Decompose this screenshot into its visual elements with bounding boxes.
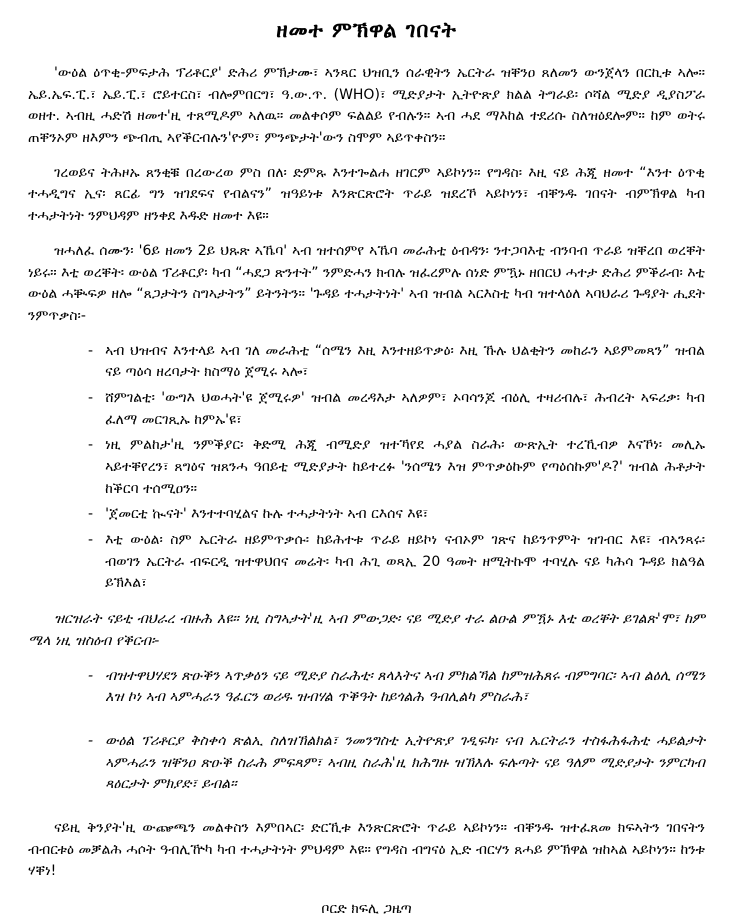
list-item-text: ውዕል ፕሪቶርያ ቅስቀሳ ጽልኢ ስለዝኽልክል፣ ንመንግስቲ ኢትዮጽያ ገዲፍካ፡ ናብ ኤርትራን ተስፋሕፋሕቲ ሓይልታት ኣምሓራን ዝቐንዐ ጽዑቕ ስራሕ ምፍጻም፣ ኣብዚ ስራሕ'ዚ ክሕግዙ ዝኽእሉ ፍሉጣት ናይ ዓለም ሚድያታት ንምርካብ ጻዕርታት ምክያድ፣ ይብል። [105,732,705,793]
list-item [88,341,705,384]
list-item-text: እቲ ውዕል፡ ስም ኤርትራ ዘይምጥቃሱ፡ ከይሕተቱ ጥራይ ዘይኮነ ናብኦም ገጽና ከይንጥምት ዝገብር እዩ፣ ብኣንጻሩ፡ ብወገን ኤርትራ ብፍርዲ ዝተዋህበና መሬት፡ ካብ ሕጊ ወጻኢ 20 ዓመት ዘሚትኩሞ ተባሂሉ ናይ ካሕሳ ጉዳይ ክልዓል ይኽእል፣ [105,532,705,592]
dash-marker: - [88,506,94,523]
media-strategy-list [28,666,705,796]
dash-marker: - [88,437,94,454]
list-item [88,666,705,709]
dash-marker: - [88,532,94,549]
list-item-text: ነዚ ምልከታ'ዚ ንምቕያር፡ ቅድሚ ሕጂ ብሚድያ ዝተኻየደ ሓያል ስራሕ፡ ውጽኢት ተረኺብዎ እናኾነ፡ መሊኡ ኣይተቐየረን፣ ጸግዕና ዝጸንሓ ዓበይቲ ሚድያታት ከይተረፉ 'ንሰሜን እዝ ምጥቃዕኩም የጣዕሰኩም'ዶ?' ዝብል ሕቶታት ከቕርባ ተሰሚዐን። [105,437,705,497]
accountability-list [28,341,705,596]
paragraph-motivation: ገረወይና ትሕዞኡ ጸንቂቑ በረውረወ ምስ በለ፡ ድምጹ እንተጐልሐ ዘገርም ኣይኮነን። የግዳስ፡ እዚ ናይ ሕጂ ዘመተ “እንተ ዕጥቂ ተሓዲግና ኢና፡ ጸርፊ ግን ዝገደፍና የብልናን” ዝዓይነቱ እንጽርጽሮት ጥራይ ዝደረኾ ኣይኮነን፣ ብቐንዱ ገበናት ብምኽዋል ካብ ተሓታትነት ንምህዳም ዘንቀደ እዱድ ዘመተ እዩ። [28,164,705,225]
dash-marker: - [88,667,94,684]
list-item-text: ብዝተዋህሃደን ጽዑቕን ኣጥቃዕን ናይ ሚድያ ስራሕቲ፡ ጸላእትና ኣብ ምክልኻል ከምዝሕጸሩ ብምግባር፡ ኣብ ልዕሊ ሰሜን እዝ ኮነ ኣብ ኣምሓራን ዓፈርን ወሪዱ ዝብሃል ጥቕዓት ከይጎልሕ ዓብሊልካ ምስራሕ፣ [105,667,705,706]
list-item [88,504,705,526]
dash-marker: - [88,389,94,406]
list-item-text: ሸምገልቲ፡ 'ውግእ ህወሓት'ዩ ጀሚሩዎ' ዝብል መረዳእታ ኣለዎም፣ ኦባሳንጆ ብዕሊ ተዛሪብሉ፣ ሕብረት ኣፍሪቃ፡ ካብ ፈለማ መርገጺኡ ከምኡ'ዩ፣ [105,389,705,428]
list-item-text: ኣብ ህዝብና እንተላይ ኣብ ገለ መራሕቲ “ሰሜን እዚ እንተዘይጥቃዕ፡ እዚ ኹሉ ህልቂትን መከራን ኣይምመጻን” ዝብል ናይ ጣዕሳ ዘረባታት ክስማዕ ጀሚሩ ኣሎ፣ [105,342,705,381]
paragraph-media-role: ዝርዝራት ናይቲ ብህራረ ብዙሕ እዩ። ነዚ ስግኣታት'ዚ ኣብ ምውጋድ፡ ናይ ሚድያ ተራ ልዑል ምዃኑ እቲ ወረቐት ይገልጽ'ሞ፣ ከም ሜላ ነዚ ዝስዕብ የቕርብ፡- [28,611,705,649]
paragraph-intro: 'ውዕል ዕጥቂ-ምፍታሕ ፕሪቶርያ' ድሕሪ ምኽታሙ፣ ኣንጻር ህዝቢን ሰራዊትን ኤርትራ ዝቐንዐ ጸለመን ውንጀላን በርኪቱ ኣሎ። ኤይ.ኤፍ.ፒ.፣ ኤይ.ፒ.፣ ሮይተርስ፣ ብሎምበርግ፣ ዓ.ው.ጥ. (WHO)፣ ሚድያታት ኢትዮጽያ ክልል ትግራይ፡ ሶሻል ሚድያ ዲያስፖራ ወዘተ. ኣብዚ ሓድሽ ዘመተ'ዚ ተጸሚዶም ኣለዉ። መልቀሶም ፍልልይ የብሉን። ኣብ ሓደ ማእከል ተደሪሱ ስለዝዕደሎም። ከም ወትሩ ጠቐንኦም ዘእምን ጭብጢ ኣየቕርብሉን'ዮም፣ ምንጭታት'ውን ስሞም ኣይጥቀስን። [28,65,705,147]
dash-marker: - [88,732,94,749]
list-item [88,388,705,431]
list-item-text: 'ጀመርቲ ኲናት' እንተተባሂልና ኩሉ ተሓታትነት ኣብ ርእሰና እዩ፣ [105,506,429,523]
paragraph-meeting: ዝሓለፈ ሰሙን፡ '6ይ ዘመን 2ይ ህጹጽ ኣኼባ' ኣብ ዝተሰምየ ኣኼባ መራሕቲ ዕብዳን፡ ንተጋባእቲ ብንባብ ጥራይ ዝቐረበ ወረቐት ነይሩ። እቲ ወረቐት፡ ውዕል ፕሪቶርያ፡ ካብ “ሓደጋ ጽንተት” ንምድሓን ክብሉ ዝፈረምሉ ሰነድ ምዃኑ ዘበርህ ሓተታ ድሕሪ ምቕራብ፡ እቲ ውዕል ሓቚፍዎ ዘሎ “ጸጋታትን ስግኣታትን” ይትንትን። 'ጉዳይ ተሓታትነት' ኣብ ዝብል ኣርእስቲ ካብ ዝተላዕለ ኣባህራሪ ጉዳያት ሒደት ንምጥቃስ፡- [28,242,705,324]
signature-line: ቦርድ ክፍሊ ጋዜጣ [321,901,412,917]
paragraph-conclusion: ናይዚ ቅንያት'ዚ ውጬጫን መልቀስን እምበኣር፡ ድርኺቱ እንጽርጽሮት ጥራይ ኣይኮነን። ብቐንዱ ዝተፈጸመ ክፍኣትን ገበናትን ብብርቱዕ መቓልሕ ሓሶት ዓብሊዅካ ካብ ተሓታትነት ምህዳም እዩ። የግዳስ ብግናዕ ኢድ ብርሃን ጸሓይ ምኽዋል ዝከኣል ኣይኮነን። ከንቱ ሃቐነ! [28,819,705,880]
page-title: ዘመተ ምኽዋል ገበናት [276,18,457,42]
list-item [88,530,705,595]
dash-marker: - [88,342,94,359]
list-item [88,731,705,796]
list-item [88,435,705,500]
